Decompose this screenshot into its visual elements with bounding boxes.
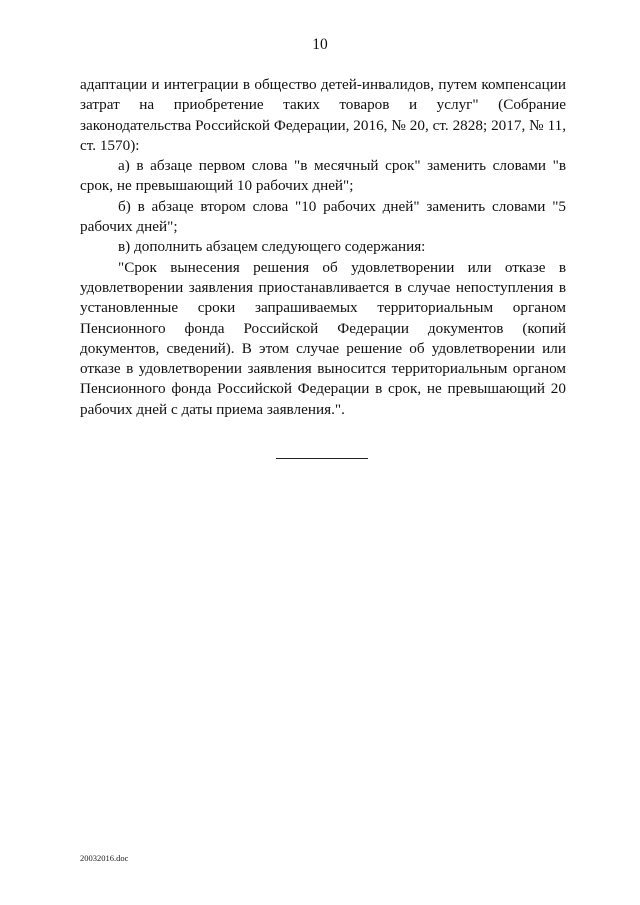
paragraph-item-b: б) в абзаце втором слова "10 рабочих дней" заменить словами "5 рабочих дней"; (80, 197, 566, 236)
paragraph-quoted-text: "Срок вынесения решения об удовлетворении или отказе в удовлетворении заявления приостанавливается в случае непоступления в установленные сроки запрашиваемых территориальным органом Пенсионного фонда Российской Федерации документов (копий документов, сведений). В этом случае решение об удовлетворении или отказе в удовлетворении заявления выносится территориальным органом Пенсионного фонда Российской Федерации в срок, не превышающий 20 рабочих дней с даты приема заявления.". (80, 258, 566, 418)
paragraph-item-c: в) дополнить абзацем следующего содержания: (118, 238, 426, 256)
file-reference: 20032016.doc (80, 853, 129, 863)
paragraph-item-a: а) в абзаце первом слова "в месячный срок" заменить словами "в срок, не превышающий 10 рабочих дней"; (80, 157, 566, 195)
page-number: 10 (312, 36, 328, 53)
end-separator-line (276, 458, 368, 459)
paragraph-continuation: адаптации и интеграции в общество детей-инвалидов, путем компенсации затрат на приобретение таких товаров и услуг" (Собрание законодательства Российской Федерации, 2016, № 20, ст. 2828; 2017, № 11, ст. 1570): (80, 76, 566, 154)
document-body (80, 75, 566, 420)
